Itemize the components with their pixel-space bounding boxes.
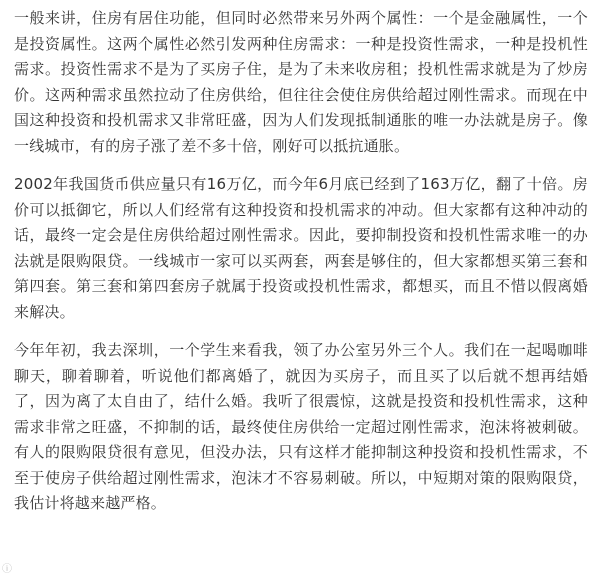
watermark-logo: ⓘ (2, 564, 12, 575)
article-body (14, 6, 588, 517)
article-paragraph: 一般来讲，住房有居住功能，但同时必然带来另外两个属性：一个是金融属性，一个是投资属性。这两个属性必然引发两种住房需求：一种是投资性需求，一种是投机性需求。投资性需求不是为了买房子住，是为了未来收房租；投机性需求就是为了炒房价。这两种需求虽然拉动了住房供给，但往往会使住房供给超过刚性需求。而现在中国这种投资和投机需求又非常旺盛，因为人们发现抵制通胀的唯一办法就是房子。像一线城市，有的房子涨了差不多十倍，刚好可以抵抗通胀。 (14, 9, 588, 155)
article-paragraph: 今年年初，我去深圳，一个学生来看我，领了办公室另外三个人。我们在一起喝咖啡聊天，聊着聊着，听说他们都离婚了，就因为买房子，而且买了以后就不想再结婚了，因为离了太自由了，结什么婚。我听了很震惊，这就是投资和投机性需求，这种需求非常之旺盛，不抑制的话，最终使住房供给一定超过刚性需求，泡沫将被刺破。有人的限购限贷很有意见，但没办法，只有这样才能抑制这种投资和投机性需求，不至于使房子供给超过刚性需求，泡沫才不容易刺破。所以，中短期对策的限购限贷，我估计将越来越严格。 (14, 341, 588, 512)
article-paragraph: 2002年我国货币供应量只有16万亿，而今年6月底已经到了163万亿，翻了十倍。房价可以抵御它，所以人们经常有这种投资和投机需求的冲动。但大家都有这种冲动的话，最终一定会是住房供给超过刚性需求。因此，要抑制投资和投机性需求唯一的办法就是限购限贷。一线城市一家可以买两套，两套是够住的，但大家都想买第三套和第四套。第三套和第四套房子就属于投资或投机性需求，都想买，而且不惜以假离婚来解决。 (14, 175, 588, 321)
